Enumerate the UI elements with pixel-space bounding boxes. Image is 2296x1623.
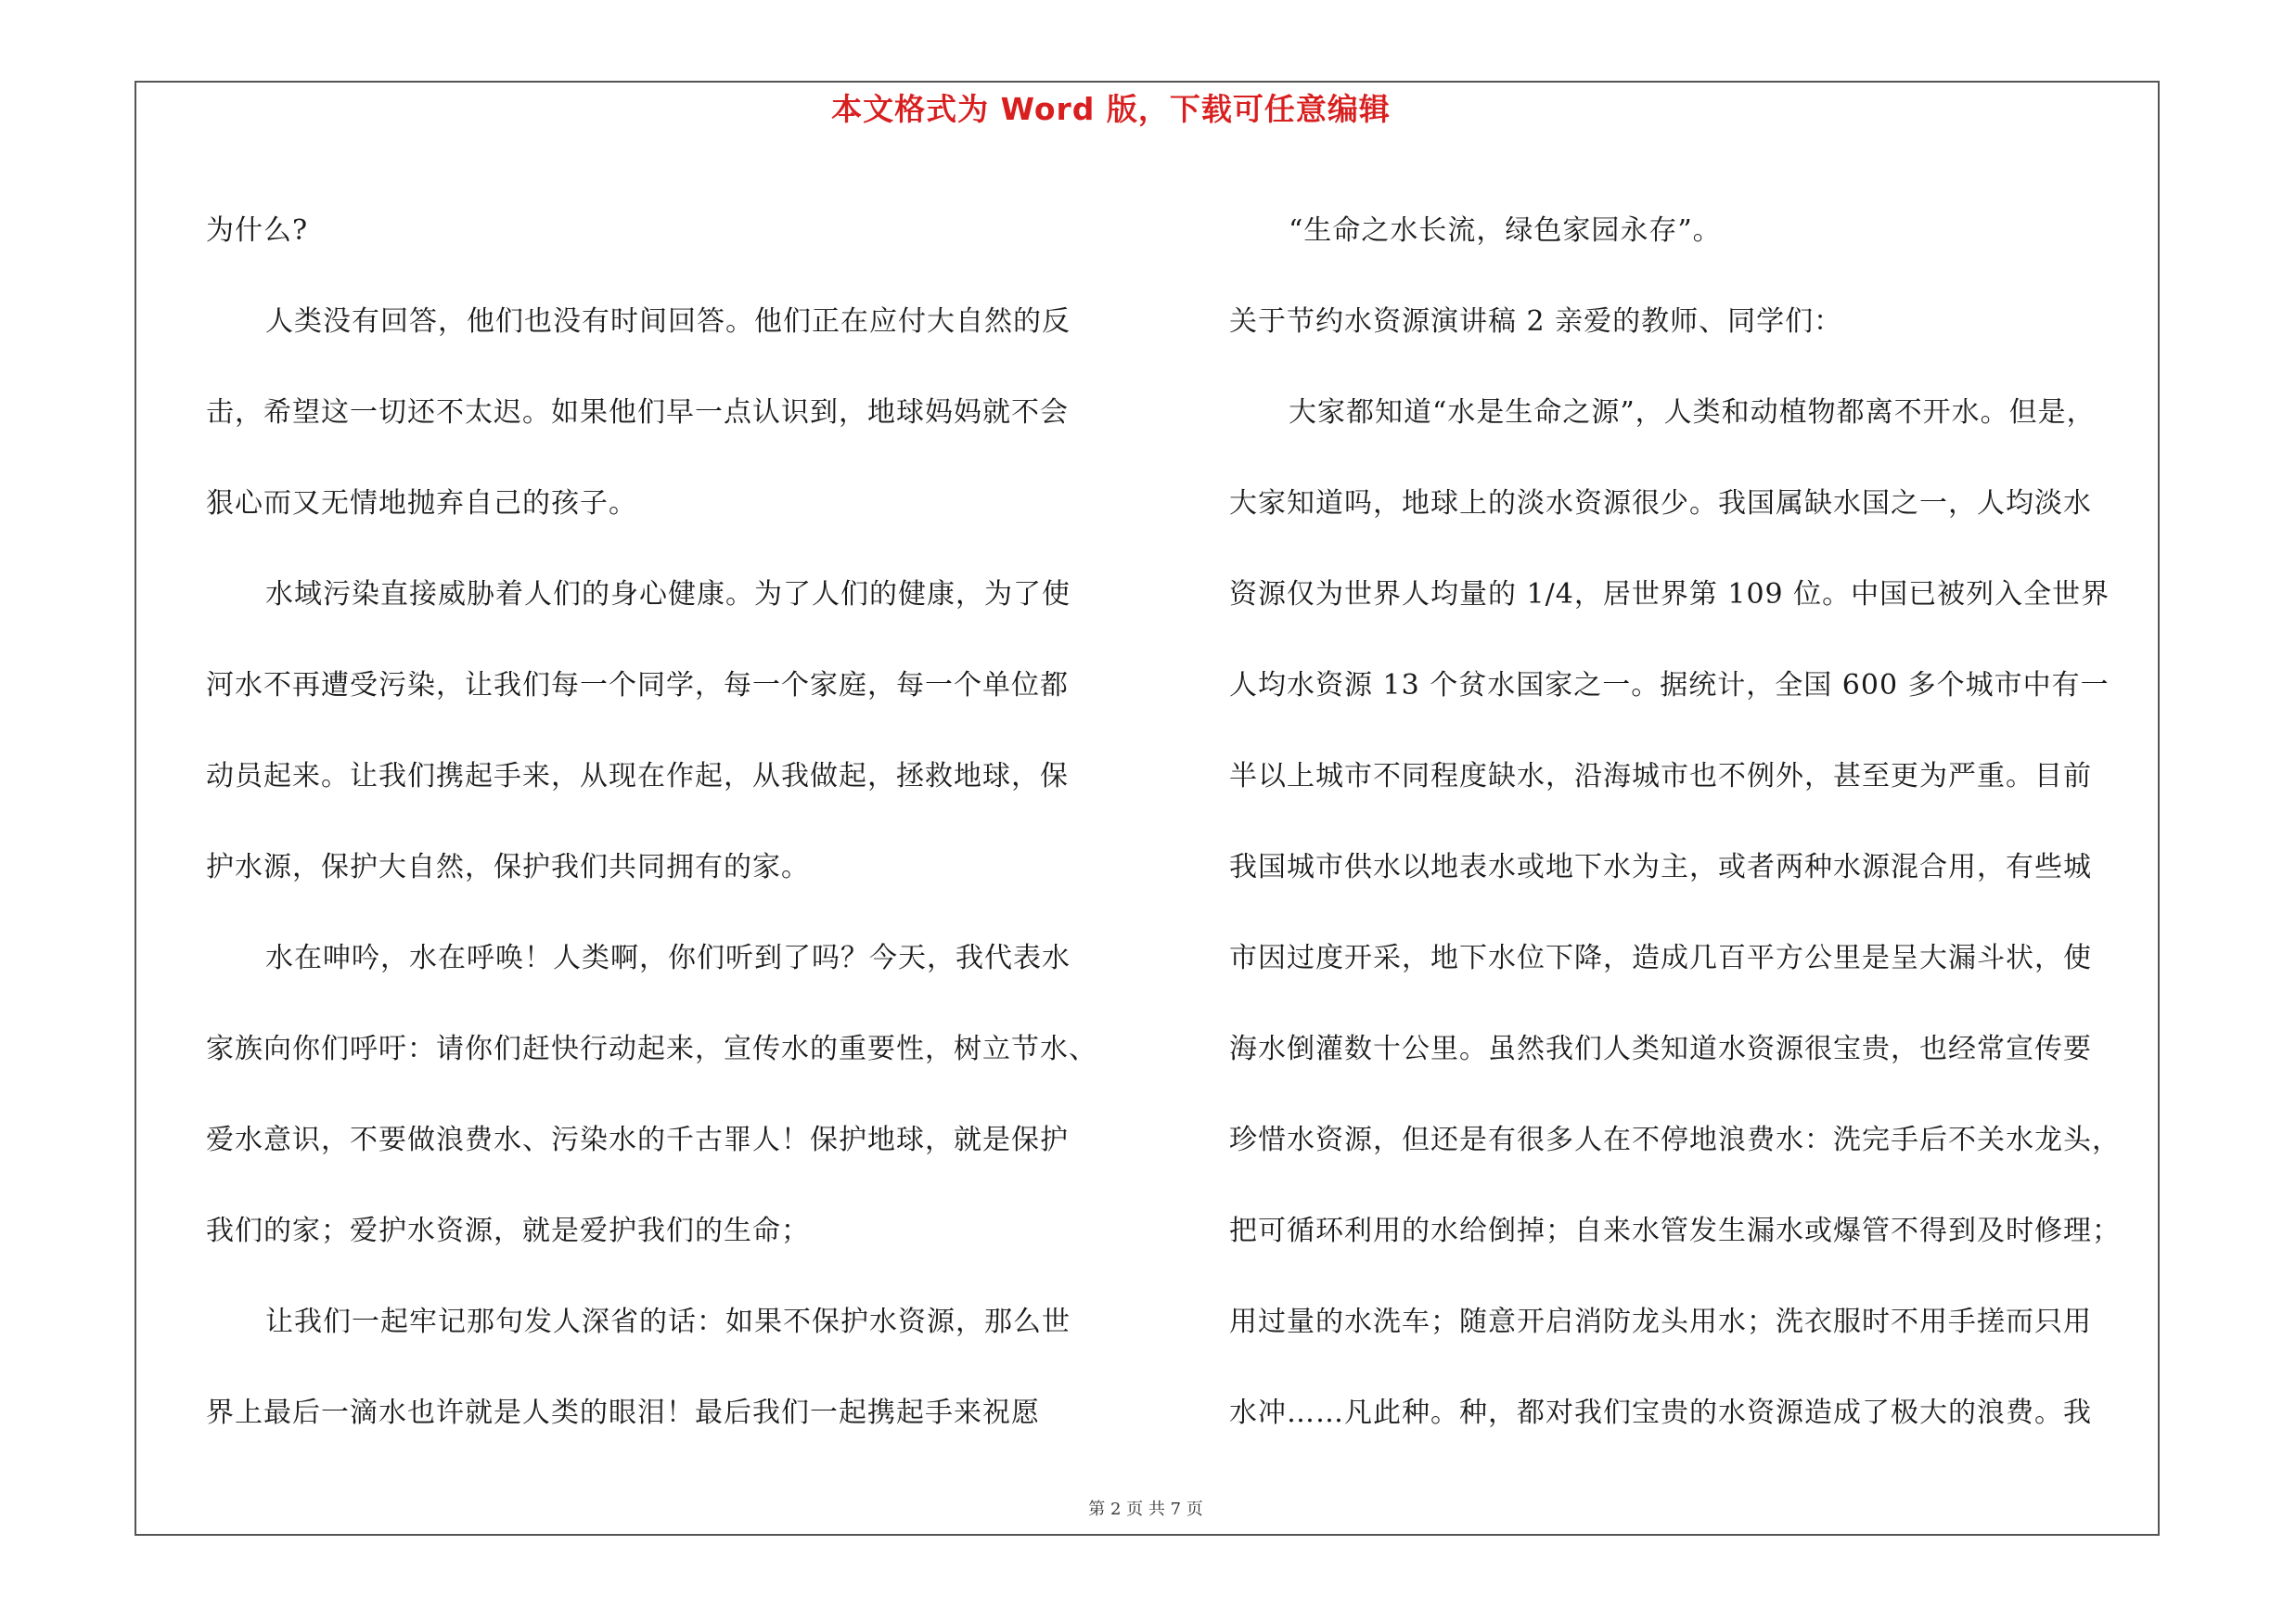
text-line: 珍惜水资源，但还是有很多人在不停地浪费水：洗完手后不关水龙头，: [1229, 1124, 2121, 1156]
text-line: 大家都知道“水是生命之源”，人类和动植物都离不开水。但是，: [1289, 396, 2096, 429]
text-line: 我们的家；爱护水资源，就是爱护我们的生命；: [206, 1215, 810, 1247]
text-line: 狠心而又无情地抛弃自己的孩子。: [206, 487, 637, 520]
text-line: 家族向你们呼吁：请你们赶快行动起来，宣传水的重要性，树立节水、: [206, 1033, 1097, 1065]
text-line: 把可循环利用的水给倒掉；自来水管发生漏水或爆管不得到及时修理；: [1229, 1215, 2121, 1247]
text-line: 半以上城市不同程度缺水，沿海城市也不例外，甚至更为严重。目前: [1229, 760, 2092, 792]
text-line: 让我们一起牢记那句发人深省的话：如果不保护水资源，那么世: [265, 1306, 1071, 1338]
text-line: “生命之水长流，绿色家园永存”。: [1289, 214, 1722, 247]
text-line: 资源仅为世界人均量的 1/4，居世界第 109 位。中国已被列入全世界: [1229, 578, 2110, 611]
text-line: 人均水资源 13 个贫水国家之一。据统计，全国 600 多个城市中有一: [1229, 669, 2110, 702]
text-line: 用过量的水洗车；随意开启消防龙头用水；洗衣服时不用手搓而只用: [1229, 1306, 2092, 1338]
text-line: 水冲……凡此种。种，都对我们宝贵的水资源造成了极大的浪费。我: [1229, 1397, 2092, 1429]
document-banner: 本文格式为 Word 版，下载可任意编辑: [831, 91, 1391, 127]
text-line: 海水倒灌数十公里。虽然我们人类知道水资源很宝贵，也经常宣传要: [1229, 1033, 2092, 1065]
text-line: 人类没有回答，他们也没有时间回答。他们正在应付大自然的反: [265, 305, 1071, 338]
right-text-column: [1229, 186, 2157, 1459]
left-text-column: [206, 186, 1134, 1459]
text-line: 界上最后一滴水也许就是人类的眼泪！最后我们一起携起手来祝愿: [206, 1397, 1040, 1429]
text-line: 为什么?: [206, 214, 309, 247]
text-line: 大家知道吗，地球上的淡水资源很少。我国属缺水国之一，人均淡水: [1229, 487, 2092, 520]
text-line: 动员起来。让我们携起手来，从现在作起，从我做起，拯救地球，保: [206, 760, 1069, 792]
text-line: 水域污染直接威胁着人们的身心健康。为了人们的健康，为了使: [265, 578, 1071, 611]
text-line: 河水不再遭受污染，让我们每一个同学，每一个家庭，每一个单位都: [206, 669, 1069, 702]
text-line: 护水源，保护大自然，保护我们共同拥有的家。: [206, 851, 810, 883]
text-line: 击，希望这一切还不太迟。如果他们早一点认识到，地球妈妈就不会: [206, 396, 1069, 429]
text-line: 水在呻吟，水在呼唤！人类啊，你们听到了吗？今天，我代表水: [265, 942, 1071, 974]
text-line: 我国城市供水以地表水或地下水为主，或者两种水源混合用，有些城: [1229, 851, 2092, 883]
text-line: 市因过度开采，地下水位下降，造成几百平方公里是呈大漏斗状，使: [1229, 942, 2092, 974]
text-line: 爱水意识，不要做浪费水、污染水的千古罪人！保护地球，就是保护: [206, 1124, 1069, 1156]
page-number: 第 2 页 共 7 页: [1088, 1500, 1203, 1519]
text-line: 关于节约水资源演讲稿 2 亲爱的教师、同学们：: [1229, 305, 1843, 338]
